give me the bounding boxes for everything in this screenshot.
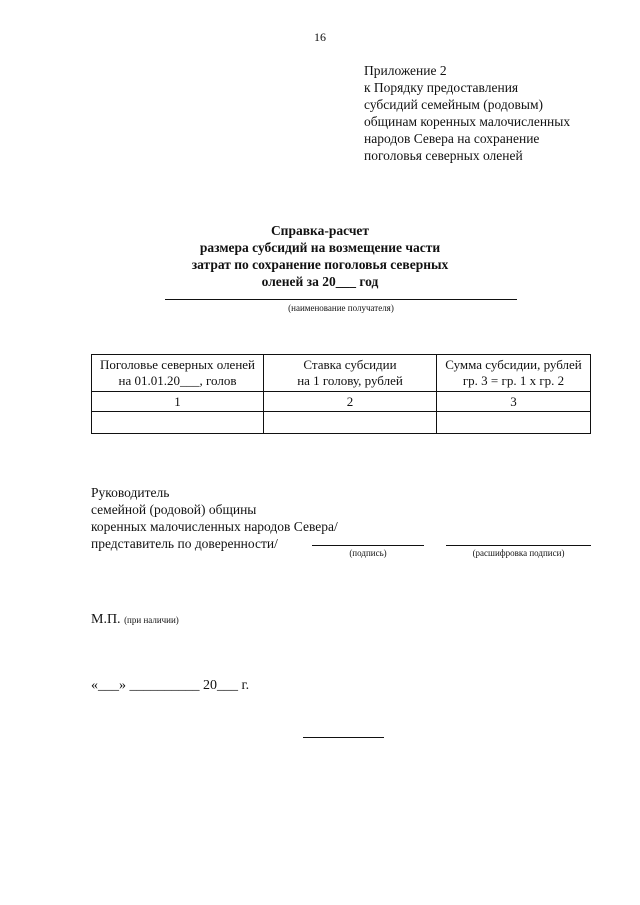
column-number: 2 (264, 392, 437, 412)
title-line: затрат по сохранение поголовья северных (191, 257, 449, 272)
appendix-block (364, 62, 570, 164)
signature-decryption-line (446, 545, 591, 546)
column-number: 3 (437, 392, 591, 412)
appendix-line: субсидий семейным (родовым) (364, 97, 543, 112)
date-line: «___» __________ 20___ г. (91, 678, 250, 693)
end-divider (303, 737, 384, 738)
appendix-line: Приложение 2 (364, 63, 447, 78)
header-cell-sum (437, 355, 591, 392)
signatory-block (91, 484, 338, 552)
table-cell[interactable] (437, 412, 591, 434)
header-cell-deer-count (92, 355, 264, 392)
signatory-line: представитель по доверенности/ (91, 536, 278, 551)
recipient-caption: (наименование получателя) (288, 303, 394, 313)
header-text: Ставка субсидии (303, 357, 397, 372)
document-title (0, 222, 640, 290)
signature-caption: (подпись) (349, 548, 387, 558)
table-header-row (92, 355, 591, 392)
stamp-label: М.П. (91, 612, 121, 627)
table-row (92, 392, 591, 412)
column-number: 1 (92, 392, 264, 412)
signature-line (312, 545, 424, 546)
title-line: Справка-расчет (270, 223, 370, 238)
table-cell[interactable] (92, 412, 264, 434)
header-text: на 01.01.20___, голов (118, 373, 237, 388)
appendix-line: народов Севера на сохранение (364, 131, 540, 146)
appendix-line: к Порядку предоставления (364, 80, 519, 95)
signatory-line: семейной (родовой) общины (91, 502, 257, 517)
signature-decryption-caption: (расшифровка подписи) (472, 548, 565, 558)
header-text: Сумма субсидии, рублей (445, 357, 582, 372)
table-cell[interactable] (264, 412, 437, 434)
recipient-name-line (165, 299, 517, 300)
stamp-note: (при наличии) (124, 615, 179, 625)
table-row (92, 412, 591, 434)
header-text: гр. 3 = гр. 1 x гр. 2 (462, 373, 565, 388)
appendix-line: общинам коренных малочисленных (364, 114, 571, 129)
header-cell-rate (264, 355, 437, 392)
header-text: на 1 голову, рублей (297, 373, 403, 388)
signatory-line: коренных малочисленных народов Севера/ (91, 519, 338, 534)
signatory-line: Руководитель (91, 485, 170, 500)
title-line: оленей за 20___ год (261, 274, 379, 289)
calculation-table (91, 354, 591, 434)
stamp-place (91, 612, 179, 628)
title-line: размера субсидий на возмещение части (199, 240, 441, 255)
appendix-line: поголовья северных оленей (364, 148, 523, 163)
header-text: Поголовье северных оленей (99, 357, 256, 372)
page-number: 16 (314, 30, 326, 44)
